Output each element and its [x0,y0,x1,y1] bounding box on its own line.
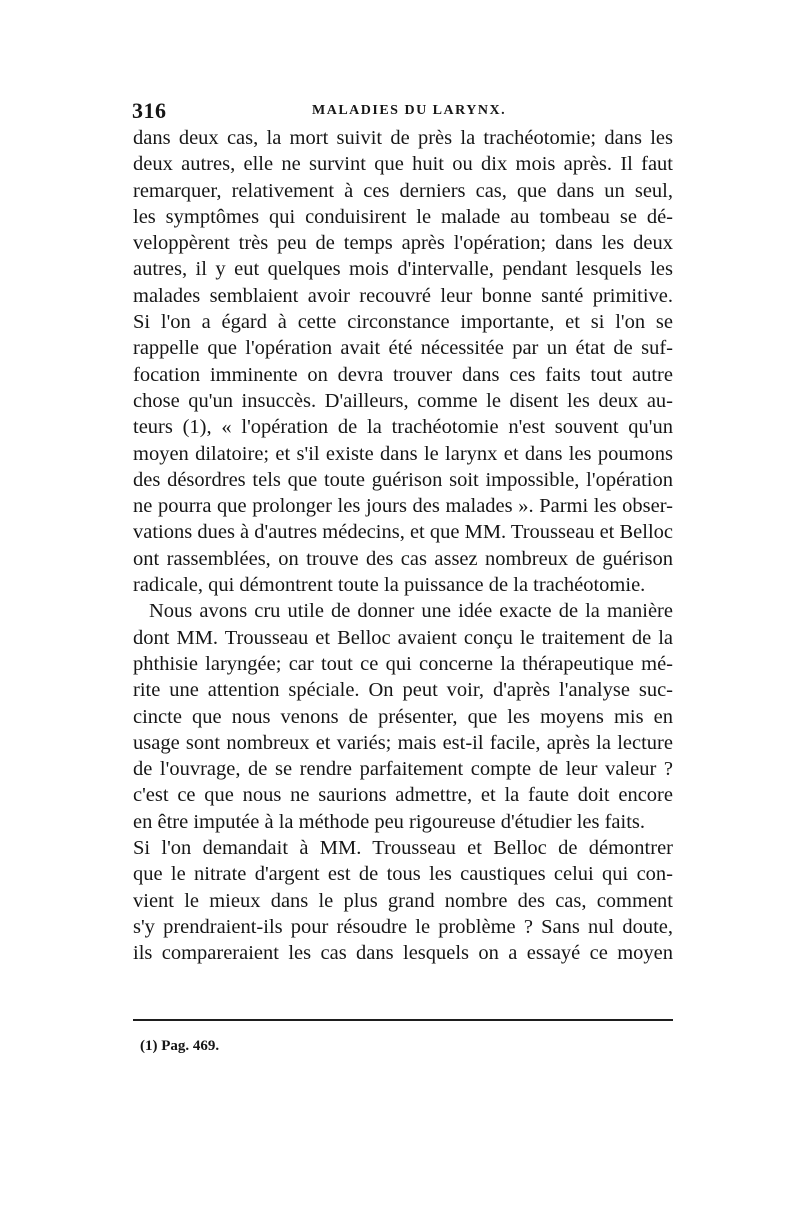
text-line: phthisie laryngée; car tout ce qui concerne la thérapeutique mé- [133,652,673,675]
text-line: Si l'on demandait à MM. Trousseau et Belloc de démontrer [133,837,673,860]
text-line: ils compareraient les cas dans lesquels on a essayé ce moyen [133,942,673,965]
footnote-rule [133,1019,673,1021]
text-line: radicale, qui démontrent toute la puissance de la trachéotomie. [133,574,646,597]
footnote: (1) Pag. 469. [140,1038,220,1054]
text-line: Nous avons cru utile de donner une idée exacte de la manière [149,600,673,623]
text-line: de l'ouvrage, de se rendre parfaitement compte de leur valeur ? [133,758,673,781]
text-line: s'y prendraient-ils pour résoudre le problème ? Sans nul doute, [133,915,673,938]
text-line: usage sont nombreux et variés; mais est-il facile, après la lecture [133,731,673,754]
text-line: ne pourra que prolonger les jours des malades ». Parmi les obser- [133,495,673,518]
text-line: vations dues à d'autres médecins, et que MM. Trousseau et Belloc [133,521,674,544]
text-line: que le nitrate d'argent est de tous les caustiques celui qui con- [133,863,673,886]
text-line: ont rassemblées, on trouve des cas assez nombreux de guérison [133,547,673,570]
page-header [132,98,672,128]
text-line: chose qu'un insuccès. D'ailleurs, comme le disent les deux au- [133,389,673,412]
text-line: dans deux cas, la mort suivit de près la trachéotomie; dans les [133,127,673,149]
text-line: focation imminente on devra trouver dans ces faits tout autre [133,363,673,386]
text-line: rappelle que l'opération avait été nécessitée par un état de suf- [133,337,673,360]
text-line: moyen dilatoire; et s'il existe dans le larynx et dans les poumons [133,442,673,465]
text-line: Si l'on a égard à cette circonstance importante, et si l'on se [133,311,673,334]
text-line: dont MM. Trousseau et Belloc avaient conçu le traitement de la [133,626,673,649]
text-line: vient le mieux dans le plus grand nombre des cas, comment [133,889,673,912]
text-line: remarquer, relativement à ces derniers cas, que dans un seul, [133,179,673,202]
text-line: teurs (1), « l'opération de la trachéotomie n'est souvent qu'un [133,416,673,439]
text-line: veloppèrent très peu de temps après l'opération; dans les deux [133,232,673,255]
text-line: autres, il y eut quelques mois d'intervalle, pendant lesquels les [133,258,673,281]
running-title: MALADIES DU LARYNX. [312,103,507,118]
body-text [133,125,673,967]
text-line: malades semblaient avoir recouvré leur bonne santé primitive. [133,284,673,307]
text-line: c'est ce que nous ne saurions admettre, et la faute doit encore [133,784,673,807]
text-line: des désordres tels que toute guérison soit impossible, l'opération [133,468,673,491]
text-line: cincte que nous venons de présenter, que les moyens mis en [133,705,673,728]
page-number: 316 [132,98,167,123]
text-line: deux autres, elle ne survint que huit ou dix mois après. Il faut [133,153,673,176]
text-line: rite une attention spéciale. On peut voir, d'après l'analyse suc- [133,679,673,702]
text-line: les symptômes qui conduisirent le malade au tombeau se dé- [133,205,673,228]
text-line: en être imputée à la méthode peu rigoureuse d'étudier les faits. [133,810,646,833]
